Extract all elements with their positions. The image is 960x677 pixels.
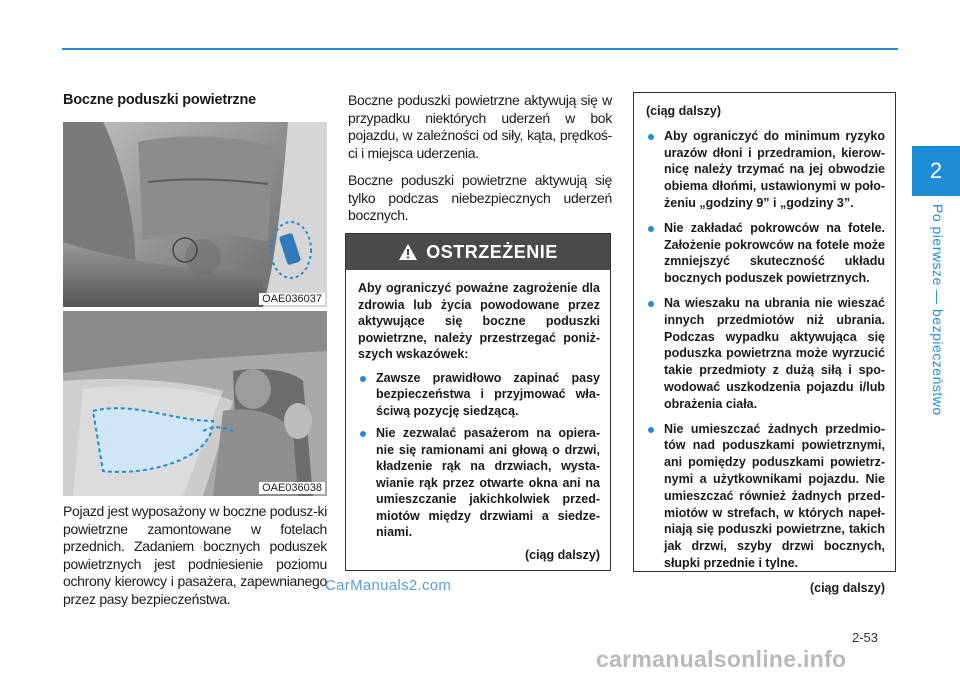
warning-title: OSTRZEŻENIE (426, 241, 558, 262)
seat-illustration (63, 122, 327, 307)
bullet-icon (360, 376, 366, 382)
deployment-illustration (63, 311, 327, 496)
section-title: Boczne poduszki powietrzne (63, 92, 256, 108)
bullet-icon (648, 427, 654, 433)
figure-code: OAE036038 (259, 482, 325, 494)
paragraph-activation: Boczne poduszki powietrzne aktywują się w przypadku niektórych uderzeń w bok pojazdu, w zależności od siły, kąta, prędkoś-ci i miejsca uderzenia. (348, 92, 612, 161)
paragraph-dangerous-impacts: Boczne poduszki powietrzne aktywują się tylko podczas niebezpiecznych uderzeń bocznych. (348, 172, 612, 223)
list-item: Na wieszaku na ubrania nie wieszać innych przedmiotów niż ubrania. Podczas wypadku aktywująca się poduszka powietrzna może wyrzucić takie przedmioty z dużą siłą i spo-wodować uszkodzenia pojazdu i/lub obrażenia ciała. (646, 295, 885, 413)
chapter-tab[interactable]: 2 (912, 146, 960, 196)
watermark-link[interactable]: CarManuals2.com (325, 577, 452, 594)
figure-code: OAE036037 (259, 293, 325, 305)
warning-intro: Aby ograniczyć poważne zagrożenie dla zdrowia lub życia powodowane przez aktywujące się boczne poduszki powietrzne, należy przestrzegać poniż-szych wskazówek: (358, 281, 600, 361)
continuation-box (633, 92, 896, 595)
list-item: Nie zezwalać pasażerom na opiera-nie się ramionami ani głową o drzwi, kładzenie rąk na drzwiach, wysta-wianie rąk przez otwarte okna ani na umieszczanie jakichkolwiek przed-miotów między drzwiami a siedze-niami. (358, 425, 600, 541)
bullet-icon (648, 134, 654, 140)
middle-column (348, 92, 612, 235)
continued-label: (ciąg dalszy) (809, 580, 885, 595)
left-column (63, 92, 327, 618)
continued-label: (ciąg dalszy) (524, 547, 600, 562)
list-item: Zawsze prawidłowo zapinać pasy bezpieczeństwa i przyjmować wła-ściwą pozycję siedzącą. (358, 370, 600, 420)
list-item: Nie zakładać pokrowców na fotele. Założenie pokrowców na fotele może zmniejszyć skuteczność układu bocznych poduszek powietrznych. (646, 220, 885, 287)
warning-triangle-icon (398, 243, 418, 261)
bullet-icon (360, 431, 366, 437)
paragraph-intro: Pojazd jest wyposażony w boczne podusz-ki powietrzne zamontowane w fotelach przednich. Zadaniem bocznych poduszek powietrznych jest podniesienie poziomu ochrony kierowcy i pasażera, zapewnianego przez pasy bezpieczeństwa. (63, 503, 327, 607)
top-rule (62, 48, 898, 50)
list-item: Aby ograniczyć do minimum ryzyko urazów dłoni i przedramion, kierow-nicę należy trzymać na jej obwodzie obiema dłońmi, ustawionymi w poło-żeniu „godziny 9” i „godziny 3”. (646, 128, 885, 212)
warning-body (346, 270, 610, 563)
continuation-heading: (ciąg dalszy) (646, 104, 722, 118)
chapter-side-title: Po pierwsze — bezpieczeństwo (930, 204, 946, 416)
bullet-icon (648, 301, 654, 307)
warning-box (345, 233, 611, 571)
page-number: 2-53 (852, 630, 879, 645)
list-item: Nie umieszczać żadnych przedmio-tów nad poduszkami powietrznymi, ani pomiędzy poduszkami powietrz-nymi a użytkownikami pojazdu. Nie umieszczać również żadnych przed-miotów w strefach, w których napeł-niają się poduszki powietrzne, takich jak drzwi, szyby drzwi bocznych, słupki przednie i tylne. (646, 421, 885, 572)
watermark-footer: carmanualsonline.info (596, 646, 847, 672)
warning-header (346, 234, 610, 270)
continuation-body (634, 93, 895, 597)
bullet-icon (648, 226, 654, 232)
figure-airbag-deployment (63, 311, 327, 496)
warning-list (358, 370, 600, 541)
figure-seat-airbag (63, 122, 327, 307)
continuation-list (646, 128, 885, 572)
